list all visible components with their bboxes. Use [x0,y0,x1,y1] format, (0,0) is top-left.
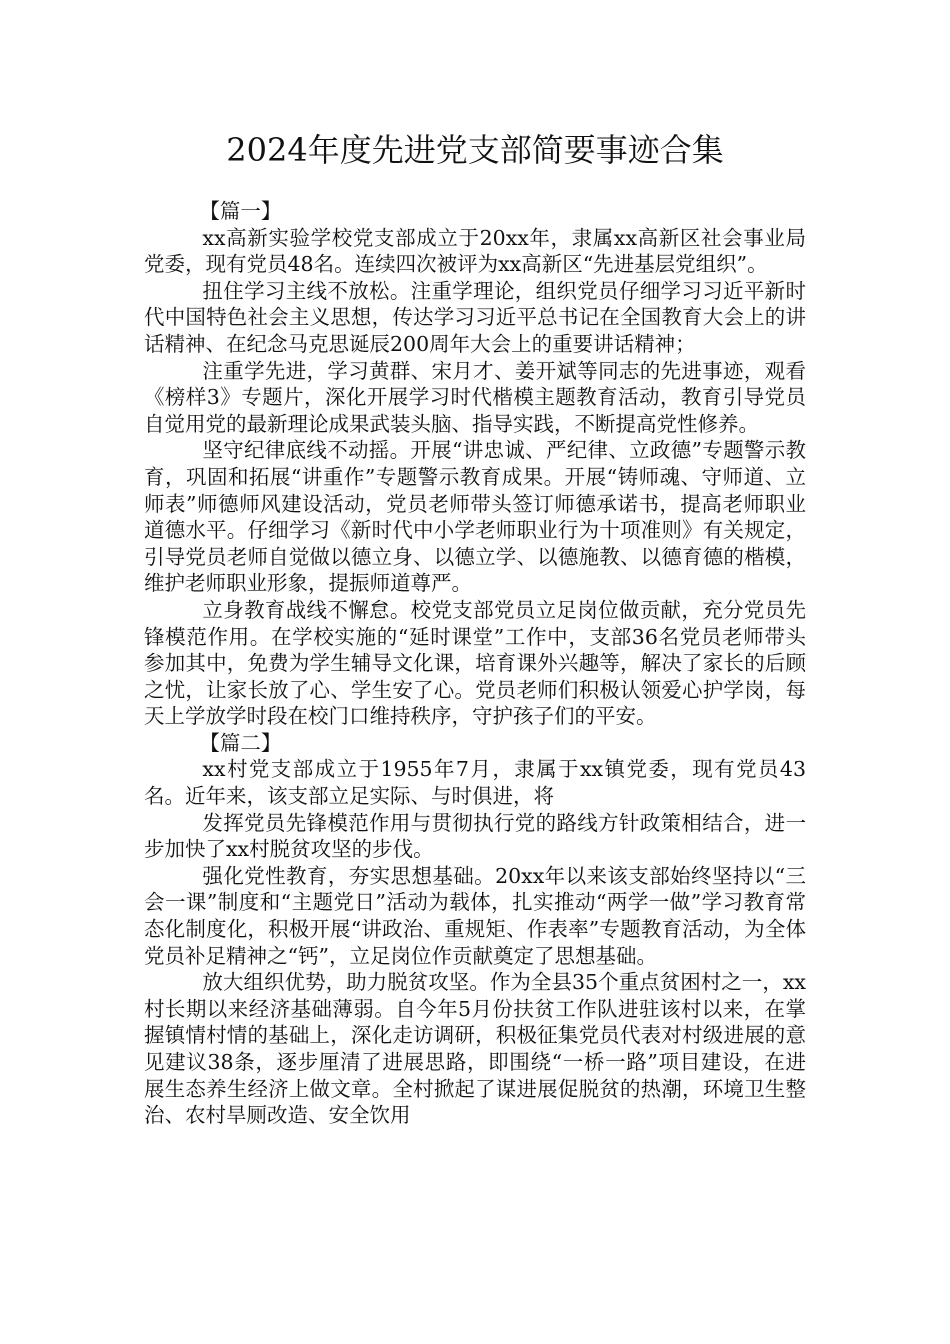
paragraph: 扭住学习主线不放松。注重学理论，组织党员仔细学习习近平新时代中国特色社会主义思想，传达学习习近平总书记在全国教育大会上的讲话精神、在纪念马克思诞辰200周年大会上的重要讲话精神； [144,278,806,356]
paragraph: 发挥党员先锋模范作用与贯彻执行党的路线方针政策相结合，进一步加快了xx村脱贫攻坚的步伐。 [144,810,806,862]
section-heading: 【篇一】 [199,199,282,223]
paragraph: 放大组织优势，助力脱贫攻坚。作为全县35个重点贫困村之一，xx村长期以来经济基础薄弱。自今年5月份扶贫工作队进驻该村以来，在掌握镇情村情的基础上，深化走访调研，积极征集党员代表对村级进展的意见建议38条，逐步厘清了进展思路，即围绕“一桥一路”项目建设，在进展生态养生经济上做文章。全村掀起了谋进展促脱贫的热潮，环境卫生整治、农村旱厕改造、安全饮用 [144,970,806,1128]
paragraph: 坚守纪律底线不动摇。开展“讲忠诚、严纪律、立政德”专题警示教育，巩固和拓展“讲重作”专题警示教育成果。开展“铸师魂、守师道、立师表”师德师风建设活动，党员老师带头签订师德承诺书，提高老师职业道德水平。仔细学习《新时代中小学老师职业行为十项准则》有关规定，引导党员老师自觉做以德立身、以德立学、以德施教、以德育德的楷模，维护老师职业形象，提振师道尊严。 [144,438,806,596]
paragraph: xx高新实验学校党支部成立于20xx年，隶属xx高新区社会事业局党委，现有党员48名。连续四次被评为xx高新区“先进基层党组织”。 [144,225,806,277]
paragraph: 强化党性教育，夯实思想基础。20xx年以来该支部始终坚持以“三会一课”制度和“主题党日”活动为载体，扎实推动“两学一做”学习教育常态化制度化，积极开展“讲政治、重规矩、作表率”专题教育活动，为全体党员补足精神之“钙”，立足岗位作贡献奠定了思想基础。 [144,863,806,968]
document-title: 2024年度先进党支部简要事迹合集 [226,131,724,169]
document-body [144,198,806,1129]
paragraph: xx村党支部成立于1955年7月，隶属于xx镇党委，现有党员43名。近年来，该支部立足实际、与时俱进，将 [144,757,806,809]
paragraph: 注重学先进，学习黄群、宋月才、姜开斌等同志的先进事迹，观看《榜样3》专题片，深化开展学习时代楷模主题教育活动，教育引导党员自觉用党的最新理论成果武装头脑、指导实践，不断提高党性修养。 [144,358,806,436]
paragraph: 立身教育战线不懈怠。校党支部党员立足岗位做贡献，充分党员先锋模范作用。在学校实施的“延时课堂”工作中，支部36名党员老师带头参加其中，免费为学生辅导文化课，培育课外兴趣等，解决了家长的后顾之忧，让家长放了心、学生安了心。党员老师们积极认领爱心护学岗，每天上学放学时段在校门口维持秩序，守护孩子们的平安。 [144,597,806,729]
section-heading: 【篇二】 [199,730,282,755]
